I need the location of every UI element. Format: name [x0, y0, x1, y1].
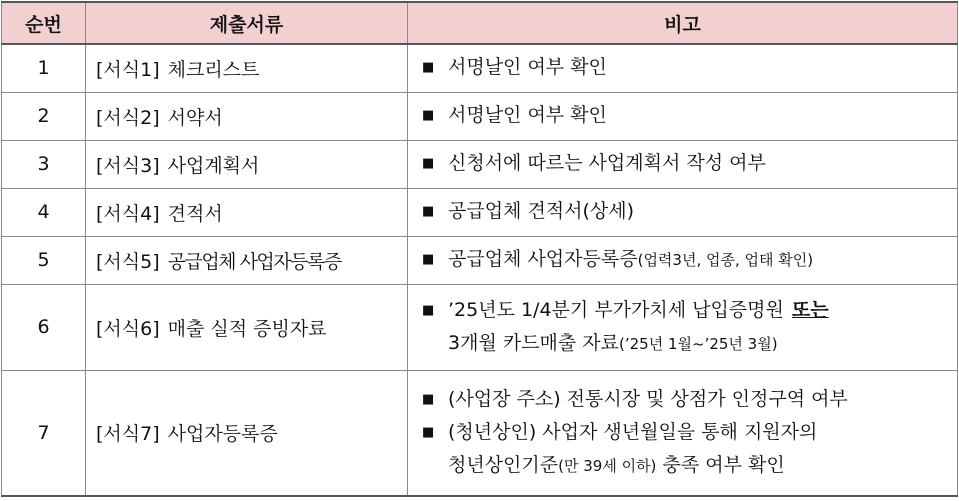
remark-text: (청년상인) 사업자 생년월일을 통해 지원자의 [448, 421, 818, 444]
remarks-cell [408, 236, 958, 284]
remark-text: 공급업체 견적서(상세) [448, 199, 635, 222]
row-number: 3 [2, 140, 86, 188]
remarks-cell [408, 92, 958, 140]
bullet-icon: ■ [422, 425, 435, 441]
header-no: 순번 [2, 2, 86, 44]
bullet-icon: ■ [422, 203, 435, 219]
document-name: 공급업체 사업자등록증 [167, 250, 341, 273]
document-name: 체크리스트 [167, 58, 260, 81]
bullet-icon: ■ [422, 107, 435, 123]
remark-small-text: (만 39세 이하) [558, 457, 657, 476]
table-row [2, 370, 958, 496]
document-name: 견적서 [167, 202, 223, 225]
remarks-cell [408, 284, 958, 370]
form-label: [서식3] [96, 154, 160, 177]
document-name: 서약서 [167, 106, 223, 129]
submission-documents-table [1, 1, 958, 497]
bullet-icon: ■ [422, 251, 435, 267]
remark-continuation: 청년상인기준 [448, 454, 559, 477]
document-name: 사업계획서 [167, 154, 260, 177]
row-number: 4 [2, 188, 86, 236]
remark-text: 서명날인 여부 확인 [448, 55, 607, 78]
row-number: 6 [2, 284, 86, 370]
form-label: [서식5] [96, 250, 160, 273]
form-label: [서식4] [96, 202, 160, 225]
remarks-cell [408, 140, 958, 188]
document-cell [86, 236, 408, 284]
remarks-cell [408, 44, 958, 92]
remark-emphasis: 또는 [791, 299, 829, 321]
table-row [2, 44, 958, 92]
remark-text: 서명날인 여부 확인 [448, 103, 607, 126]
remarks-cell [408, 370, 958, 496]
form-label: [서식7] [96, 423, 160, 446]
document-cell [86, 188, 408, 236]
bullet-icon: ■ [422, 392, 435, 408]
row-number: 5 [2, 236, 86, 284]
header-row [2, 2, 958, 44]
table-row [2, 188, 958, 236]
document-cell [86, 92, 408, 140]
document-name: 매출 실적 증빙자료 [167, 317, 327, 340]
form-label: [서식2] [96, 106, 160, 129]
remark-small-text: (’25년 1월~’25년 3월) [619, 335, 778, 353]
remark-text: ’25년도 1/4분기 부가가치세 납입증명원 [448, 299, 784, 321]
form-label: [서식6] [96, 317, 160, 340]
bullet-icon: ■ [422, 155, 435, 171]
table-row [2, 236, 958, 284]
table-row [2, 92, 958, 140]
remark-text: 신청서에 따르는 사업계획서 작성 여부 [448, 151, 766, 174]
remark-text: (사업장 주소) 전통시장 및 상점가 인정구역 여부 [448, 388, 848, 411]
row-number: 1 [2, 44, 86, 92]
document-cell [86, 44, 408, 92]
header-remarks: 비고 [408, 2, 958, 44]
document-cell [86, 284, 408, 370]
remark-small-text: (업력3년, 업종, 업태 확인) [637, 250, 814, 269]
row-number: 7 [2, 370, 86, 496]
remarks-cell [408, 188, 958, 236]
document-cell [86, 370, 408, 496]
remark-text: 공급업체 사업자등록증 [448, 247, 638, 270]
table-row [2, 140, 958, 188]
header-document: 제출서류 [86, 2, 408, 44]
document-name: 사업자등록증 [167, 423, 278, 446]
document-cell [86, 140, 408, 188]
bullet-icon: ■ [422, 303, 435, 318]
table-row [2, 284, 958, 370]
bullet-icon: ■ [422, 59, 435, 75]
form-label: [서식1] [96, 58, 160, 81]
remark-continuation: 3개월 카드매출 자료 [448, 332, 619, 354]
remark-continuation-end: 충족 여부 확인 [662, 454, 785, 477]
row-number: 2 [2, 92, 86, 140]
